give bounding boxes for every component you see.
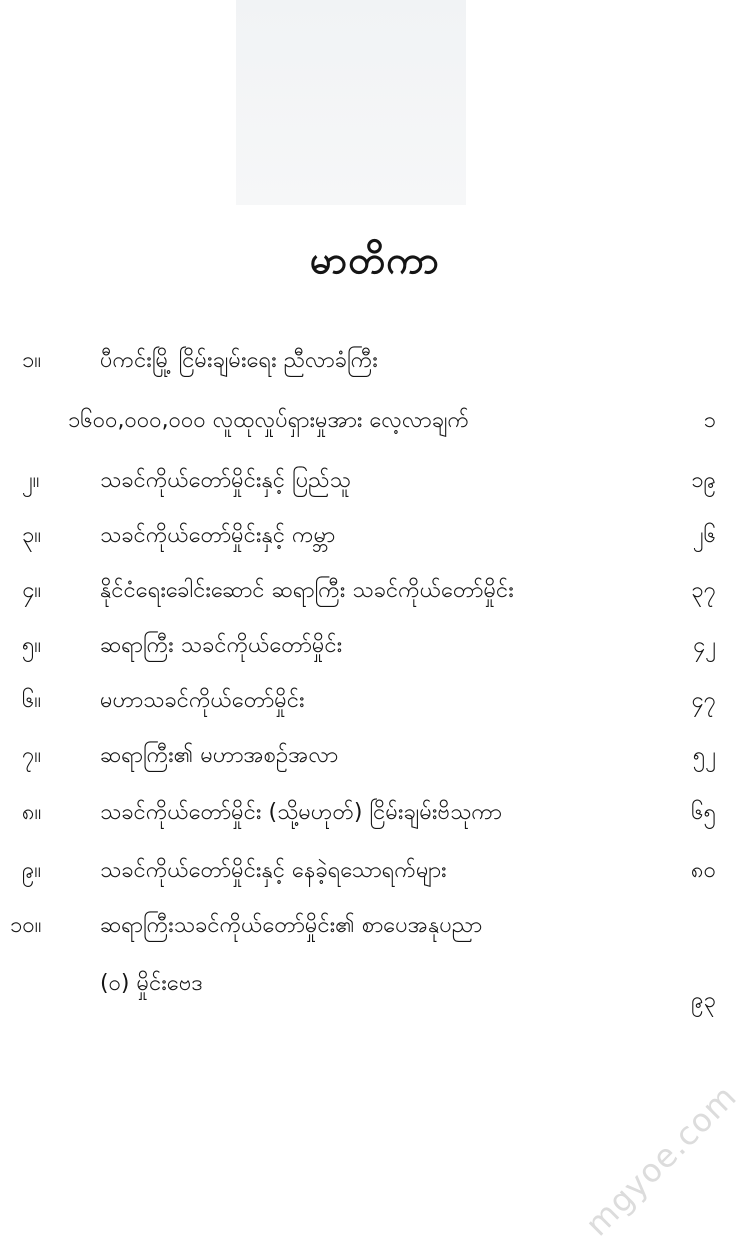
toc-entry	[0, 575, 750, 615]
toc-entry	[0, 630, 750, 670]
entry-title: ဆရာကြီးသခင်ကိုယ်တော်မှိုင်း၏ စာပေအနုပညာ	[100, 913, 483, 938]
entry-number: ၁၀။	[10, 913, 42, 938]
entry-title: ဆရာကြီး သခင်ကိုယ်တော်မှိုင်း	[100, 633, 343, 658]
entry-number: ၇။	[22, 743, 42, 768]
entry-number: ၃။	[22, 523, 42, 548]
entry-page-number: ၅၂	[692, 743, 716, 768]
entry-title: ပီကင်းမြို့ ငြိမ်းချမ်းရေး ညီလာခံကြီး	[100, 348, 378, 373]
page-title: မာတိကာ	[309, 238, 441, 282]
toc-entry	[0, 465, 750, 505]
entry-page-number: ၆၅	[691, 800, 716, 825]
entry-title: သခင်ကိုယ်တော်မှိုင်းနှင့် ကမ္ဘာ	[100, 523, 336, 548]
entry-page-number: ၄၂	[692, 633, 716, 658]
entry-page-number: ၁	[703, 408, 716, 433]
toc-entry	[0, 740, 750, 780]
entry-number: ၂။	[22, 468, 40, 493]
entry-page-number: ၂၆	[692, 523, 716, 548]
entry-title: ဆရာကြီး၏ မဟာအစဉ်အလာ	[100, 743, 339, 768]
toc-entry	[0, 685, 750, 725]
entry-page-number: ၃၇	[691, 578, 716, 603]
toc-entry	[0, 345, 750, 385]
entry-number: ၉။	[22, 858, 42, 883]
watermark-text: mgyoe.com	[577, 1077, 744, 1243]
cover-bleed-through	[236, 0, 466, 205]
entry-page-number: ၉၃	[691, 988, 716, 1013]
entry-title: နိုင်ငံရေးခေါင်းဆောင် ဆရာကြီး သခင်ကိုယ်တော်မှိုင်း	[100, 578, 514, 603]
entry-number: ၁။	[22, 348, 42, 373]
entry-subtitle: (ဝ) မှိုင်းဗေဒ	[100, 971, 203, 996]
entry-number: ၅။	[22, 633, 42, 658]
entry-page-number: ၁၉	[691, 468, 716, 493]
entry-number: ၆။	[22, 688, 42, 713]
toc-entry	[0, 797, 750, 837]
entry-title: မဟာသခင်ကိုယ်တော်မှိုင်း	[100, 688, 305, 713]
entry-number: ၈။	[22, 800, 42, 825]
toc-entry	[0, 855, 750, 895]
toc-entry	[0, 520, 750, 560]
entry-title: သခင်ကိုယ်တော်မှိုင်းနှင့် နေခဲ့ရသောရက်များ	[100, 858, 447, 883]
entry-number: ၄။	[22, 578, 42, 603]
entry-page-number: ၈၀	[691, 858, 716, 883]
toc-entry-continuation	[0, 405, 750, 445]
toc-entry	[0, 910, 750, 950]
entry-title: သခင်ကိုယ်တော်မှိုင်း (သို့မဟုတ်) ငြိမ်းချမ်းဗိသုကာ	[100, 800, 502, 825]
entry-subtitle: ၁၆၀၀,၀၀၀,၀၀၀ လူထုလှုပ်ရှားမှုအား လေ့လာချက်	[68, 408, 470, 433]
entry-title: သခင်ကိုယ်တော်မှိုင်းနှင့် ပြည်သူ	[100, 468, 351, 493]
toc-entry-page	[0, 985, 750, 1025]
entry-page-number: ၄၇	[691, 688, 716, 713]
